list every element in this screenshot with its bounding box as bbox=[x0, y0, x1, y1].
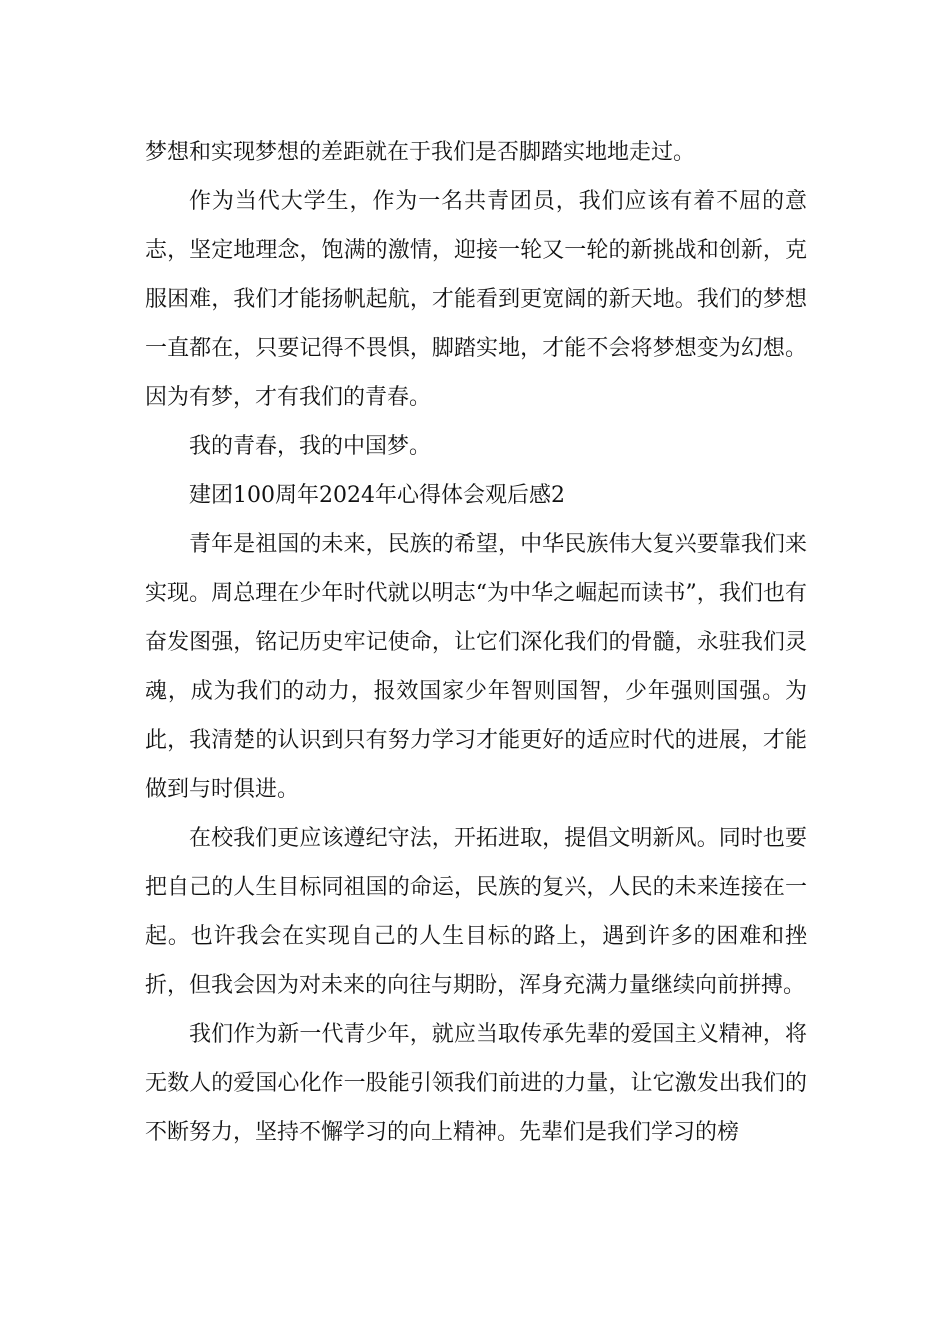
paragraph-2: 作为当代大学生，作为一名共青团员，我们应该有着不屈的意志，坚定地理念，饱满的激情，迎接一轮又一轮的新挑战和创新，克服困难，我们才能扬帆起航，才能看到更宽阔的新天地。我们的梦想一直都在，只要记得不畏惧，脚踏实地，才能不会将梦想变为幻想。因为有梦，才有我们的青春。 bbox=[145, 189, 807, 410]
paragraph-5: 青年是祖国的未来，民族的希望，中华民族伟大复兴要靠我们来实现。周总理在少年时代就以明志“为中华之崛起而读书”，我们也有奋发图强，铭记历史牢记使命，让它们深化我们的骨髓，永驻我们灵魂，成为我们的动力，报效国家少年智则国智，少年强则国强。为此，我清楚的认识到只有努力学习才能更好的适应时代的进展，才能做到与时俱进。 bbox=[145, 532, 807, 802]
paragraph-3: 我的青春，我的中国梦。 bbox=[189, 434, 432, 459]
section-heading: 建团100周年2024年心得体会观后感2 bbox=[189, 483, 565, 508]
paragraph-7: 我们作为新一代青少年，就应当取传承先辈的爱国主义精神，将无数人的爱国心化作一股能引领我们前进的力量，让它激发出我们的不断努力，坚持不懈学习的向上精神。先辈们是我们学习的榜 bbox=[145, 1022, 807, 1145]
paragraph-6: 在校我们更应该遵纪守法，开拓进取，提倡文明新风。同时也要把自己的人生目标同祖国的命运，民族的复兴，人民的未来连接在一起。也许我会在实现自己的人生目标的路上，遇到许多的困难和挫折，但我会因为对未来的向往与期盼，浑身充满力量继续向前拼搏。 bbox=[145, 826, 807, 998]
paragraph-1: 梦想和实现梦想的差距就在于我们是否脚踏实地地走过。 bbox=[145, 140, 696, 165]
document-page bbox=[145, 128, 807, 1157]
